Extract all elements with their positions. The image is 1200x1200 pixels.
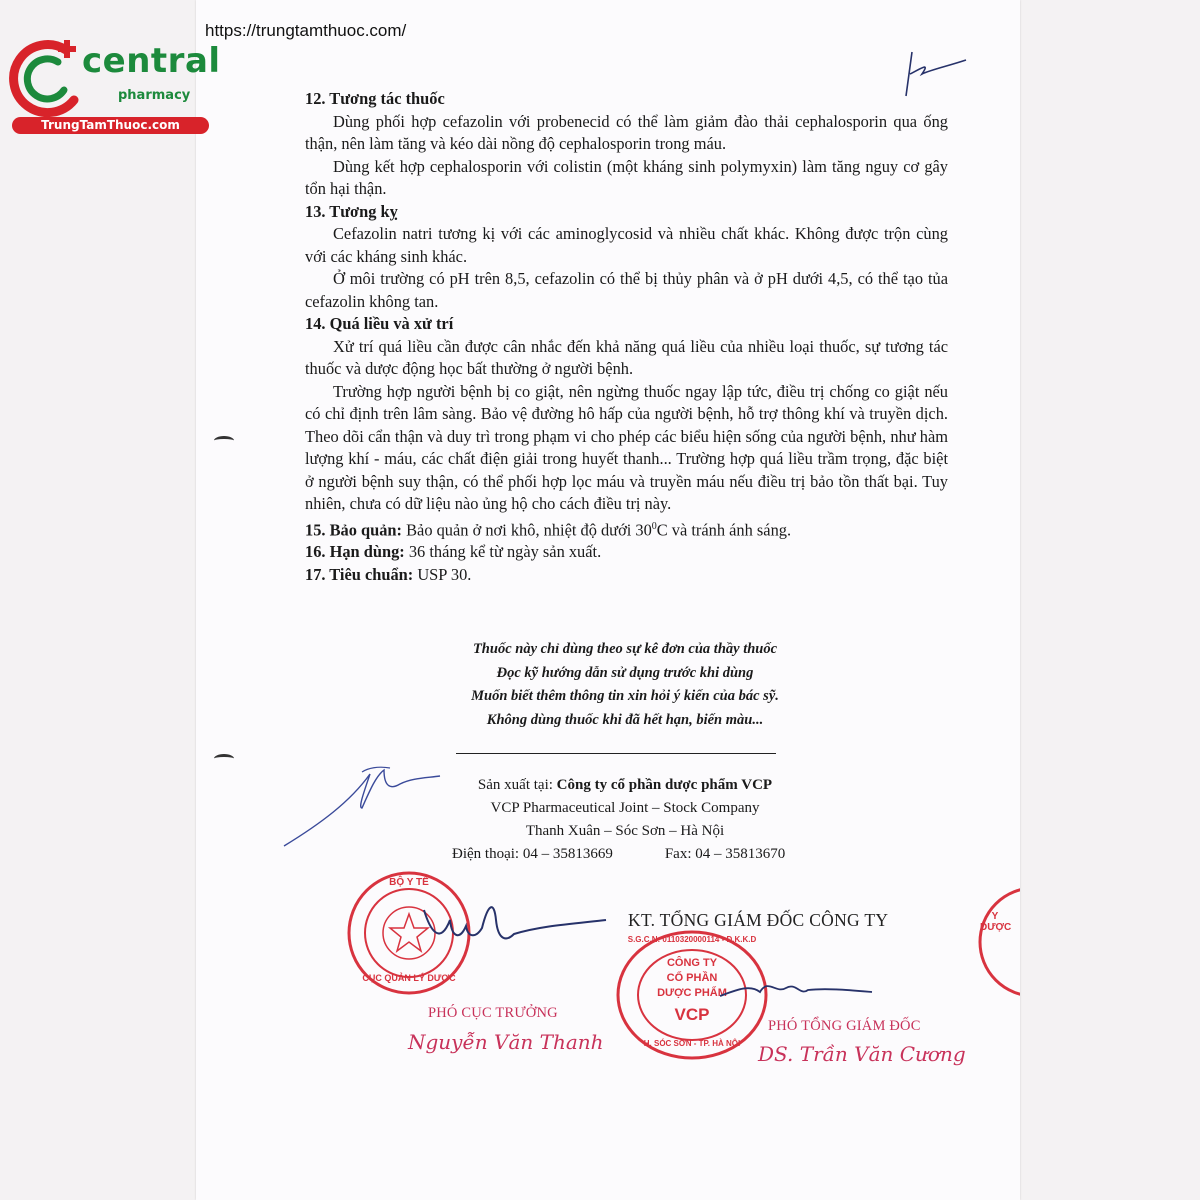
section-incompatibilities — [305, 201, 948, 314]
paragraph: Ở môi trường có pH trên 8,5, cefazolin có thể bị thủy phân và ở pH dưới 4,5, có thể tạo tủa cefazolin không tan. — [305, 269, 948, 311]
stamp-bottom-text: CỤC QUẢN LÝ DƯỢC — [362, 973, 456, 983]
paragraph: Dùng kết hợp cephalosporin với colistin (một kháng sinh polymyxin) làm tăng nguy cơ gây tổn hại thận. — [305, 156, 948, 198]
shelf-life-value: 36 tháng kể từ ngày sản xuất. — [404, 542, 602, 562]
stamp-ring-bottom: H. SÓC SƠN - TP. HÀ NỘI — [643, 1039, 741, 1048]
stamp-line-3: DƯỢC PHẨM — [657, 987, 727, 999]
fax-number: Fax: 04 – 35813670 — [664, 846, 786, 862]
logo-brand-text: central — [82, 41, 221, 81]
manufacturer-block — [440, 774, 810, 866]
section-heading: 14. Quá liều và xử trí — [305, 314, 454, 333]
section-interactions — [305, 88, 948, 201]
punch-mark — [214, 754, 234, 763]
source-url: https://trungtamthuoc.com/ — [205, 21, 407, 40]
stamp-ring-top: S.G.C.N: 0110320000114 - Đ.K.K.D — [627, 935, 757, 944]
standard-value: USP 30. — [413, 564, 472, 584]
section-heading: 12. Tương tác thuốc — [305, 89, 445, 108]
phone-number: Điện thoại: 04 – 35813669 — [452, 846, 613, 862]
stamp-line-1: CÔNG TY — [666, 957, 718, 969]
right-signature-icon — [716, 970, 876, 1010]
paragraph: Dùng phối hợp cefazolin với probenecid có thể làm giảm đào thải cephalosporin qua ống thận, nên làm tăng và kéo dài nồng độ cephalosporin trong máu. — [305, 111, 948, 153]
stamp-top-text: BỘ Y TẾ — [389, 877, 429, 888]
right-signer-name: DS. Trần Văn Cương — [758, 1042, 966, 1066]
warning-line: Không dùng thuốc khi đã hết hạn, biến màu... — [486, 711, 764, 728]
section-heading: 13. Tương kỵ — [305, 201, 398, 221]
stamp-line-4: VCP — [674, 1005, 710, 1024]
made-at-line — [440, 774, 810, 797]
standard-label: 17. Tiêu chuẩn: — [305, 564, 414, 584]
left-signer-name: Nguyễn Văn Thanh — [408, 1030, 604, 1054]
company-vn: Công ty cổ phần dược phẩm VCP — [556, 777, 773, 793]
storage-value-end: C và tránh ánh sáng. — [656, 519, 792, 539]
standard-line — [305, 564, 948, 587]
left-signer-title: PHÓ CỤC TRƯỞNG — [428, 1005, 558, 1021]
storage-label: 15. Bảo quản: — [305, 519, 403, 539]
edge-stamp-text: Y DƯỢC — [980, 911, 1012, 933]
made-at-label: Sản xuất tại: — [477, 777, 557, 793]
company-en: VCP Pharmaceutical Joint – Stock Company — [490, 800, 760, 816]
right-signer-title: PHÓ TỔNG GIÁM ĐỐC — [768, 1018, 921, 1034]
leaflet-body — [305, 88, 948, 586]
paragraph: Trường hợp người bệnh bị co giật, nên ngừng thuốc ngay lập tức, điều trị chống co giật nếu có chỉ định trên lâm sàng. Bảo vệ đường hô hấp của người bệnh, hỗ trợ thông khí và truyền dịch. Theo dõi cẩn thận và duy trì trong phạm vi cho phép các biểu hiện sống của người bệnh, như hàm lượng khí - máu, các chất điện giải trong huyết thanh... Trường hợp quá liều trầm trọng, đặc biệt ở người bệnh suy thận, có thể phối hợp lọc máu và truyền máu nếu điều trị bảo tồn thất bại. Tuy nhiên, chưa có dữ liệu nào ủng hộ cho cách điều trị này. — [305, 381, 948, 513]
paragraph: Xử trí quá liều cần được cân nhắc đến khả năng quá liều của nhiều loại thuốc, sự tương tác thuốc và dược động học bất thường ở người bệnh. — [305, 336, 948, 378]
logo-site-badge: TrungTamThuoc.com — [12, 117, 209, 134]
director-heading: KT. TỔNG GIÁM ĐỐC CÔNG TY — [628, 910, 889, 930]
warning-block — [420, 638, 830, 732]
shelf-life-label: 16. Hạn dùng: — [305, 542, 405, 562]
logo-sub-text: pharmacy — [118, 88, 191, 103]
warning-line: Đọc kỹ hướng dẫn sử dụng trước khi dùng — [496, 664, 754, 681]
punch-mark — [214, 436, 234, 445]
company-address: Thanh Xuân – Sóc Sơn – Hà Nội — [525, 823, 725, 839]
contact-line — [440, 843, 810, 866]
edge-stamp-fragment — [972, 882, 1020, 1002]
degree-sup: 0 — [651, 520, 657, 532]
edge-seal-icon — [972, 882, 1020, 1002]
stamp-line-2: CỔ PHẦN — [666, 972, 718, 984]
divider-line — [456, 753, 776, 754]
storage-value: Bảo quản ở nơi khô, nhiệt độ dưới 30 — [402, 519, 652, 539]
section-overdose — [305, 313, 948, 516]
shelf-life-line — [305, 541, 948, 564]
storage-line — [305, 516, 948, 542]
warning-line: Muốn biết thêm thông tin xin hỏi ý kiến của bác sỹ. — [471, 688, 779, 704]
left-signature-icon — [410, 890, 610, 970]
warning-line: Thuốc này chỉ dùng theo sự kê đơn của thầy thuốc — [472, 641, 778, 657]
paragraph: Cefazolin natri tương kị với các aminoglycosid và nhiều chất khác. Không được trộn cùng với các kháng sinh khác. — [305, 224, 948, 266]
handwritten-signature-icon — [280, 752, 460, 852]
